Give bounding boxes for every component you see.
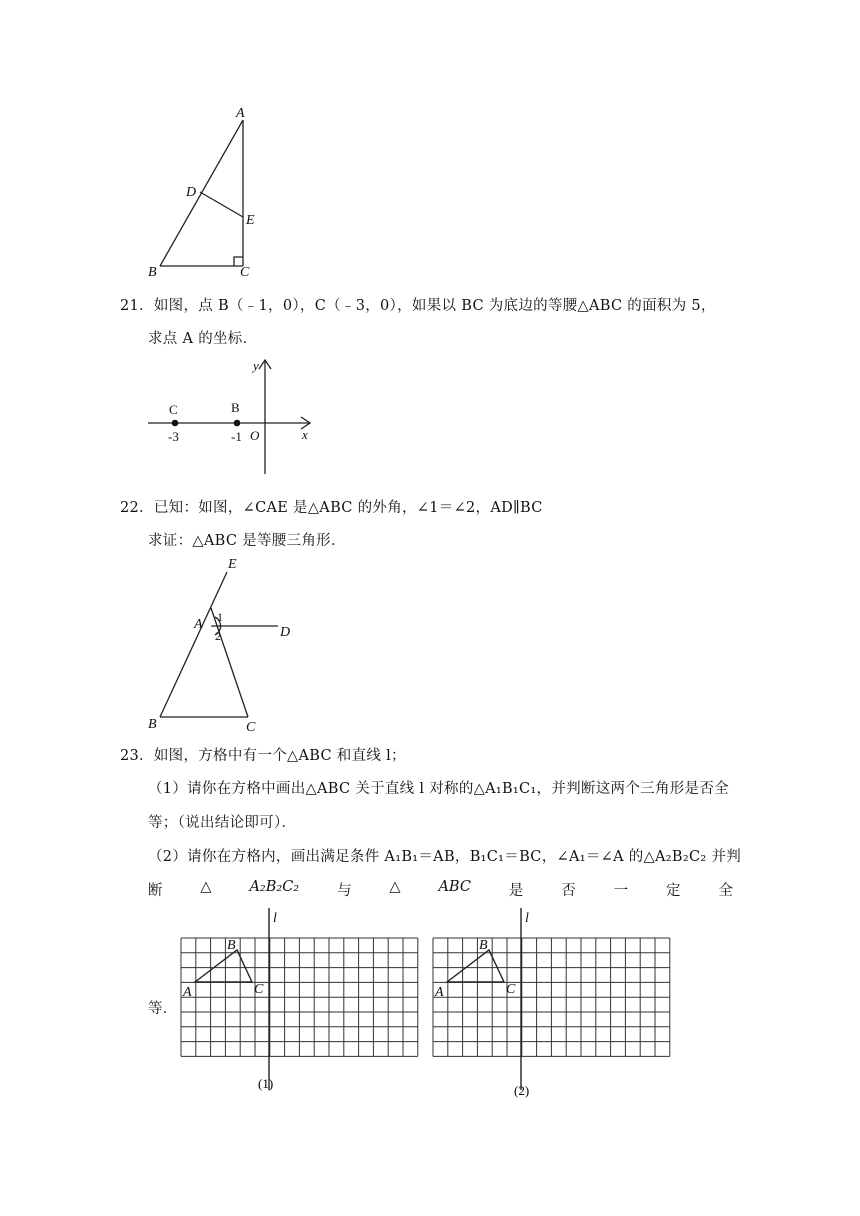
point-a-label: A — [194, 617, 203, 632]
point-b-label: B — [227, 938, 236, 953]
word: 与 — [337, 883, 352, 899]
tick-c-value: -3 — [168, 429, 179, 444]
word: 否 — [561, 883, 576, 899]
point-b-label: B — [479, 938, 488, 953]
q23-part1-line1: （1）请你在方格中画出△ABC 关于直线 l 对称的△A₁B₁C₁，并判断这两个三角形是否全 — [148, 781, 729, 797]
figure-q23-grid-1 — [178, 906, 426, 1100]
figure-q23-grid-2 — [430, 906, 678, 1100]
point-c-label: C — [169, 402, 178, 417]
word: 定 — [666, 883, 681, 899]
point-b-label: B — [231, 400, 240, 415]
point-c-label: C — [506, 982, 516, 997]
word: ABC — [438, 879, 471, 895]
q23-part1-line2: 等；（说出结论即可）． — [148, 815, 297, 831]
figure-q22-triangle — [144, 556, 304, 736]
q22-line1: 22．已知：如图，∠CAE 是△ABC 的外角，∠1＝∠2，AD∥BC — [120, 500, 543, 516]
point-e-label: E — [246, 213, 255, 228]
angle-1-label: 1 — [217, 610, 223, 624]
q21-line1: 21．如图，点 B（﹣1，0），C（﹣3，0），如果以 BC 为底边的等腰△ABC 的面积为 5， — [120, 298, 716, 314]
word: A₂B₂C₂ — [249, 879, 300, 895]
point-c-label: C — [240, 265, 250, 280]
point-e-label: E — [228, 557, 237, 572]
q23-part2-line2 — [148, 879, 733, 900]
x-axis-label: x — [302, 427, 308, 442]
q22-line2: 求证：△ABC 是等腰三角形． — [148, 533, 346, 549]
point-a-label: A — [183, 985, 192, 1000]
q23-part2-line1: （2）请你在方格内，画出满足条件 A₁B₁＝AB，B₁C₁＝BC，∠A₁＝∠A 的△A₂B₂C₂ 并判 — [148, 849, 741, 865]
word: 是 — [508, 883, 524, 899]
angle-2-label: 2 — [215, 629, 221, 643]
point-d-label: D — [186, 185, 197, 200]
point-a-label: A — [236, 106, 245, 121]
point-b-label: B — [148, 265, 157, 280]
point-b-label: B — [148, 717, 157, 732]
word: 断 — [148, 883, 163, 899]
word: 一 — [613, 883, 629, 899]
q21-line2: 求点 A 的坐标． — [148, 331, 258, 347]
tick-b-value: -1 — [231, 429, 242, 444]
line-l-label: l — [273, 911, 277, 926]
word: △ — [389, 879, 401, 895]
y-axis-label: y — [253, 358, 259, 373]
q23-line1: 23．如图，方格中有一个△ABC 和直线 l； — [120, 748, 406, 764]
grid-1-caption: (1) — [258, 1076, 274, 1091]
figure-q21-axes — [146, 356, 316, 478]
word: 全 — [718, 883, 733, 899]
grid-2-caption: (2) — [514, 1083, 530, 1098]
figure-q20-triangle — [140, 104, 270, 284]
origin-label: O — [250, 428, 260, 443]
q23-part2-line3: 等． — [148, 1001, 178, 1017]
point-c-label: C — [254, 982, 264, 997]
point-a-label: A — [435, 985, 444, 1000]
point-d-label: D — [280, 625, 291, 640]
word: △ — [200, 879, 212, 895]
line-l-label: l — [525, 911, 529, 926]
point-c-label: C — [246, 720, 256, 735]
